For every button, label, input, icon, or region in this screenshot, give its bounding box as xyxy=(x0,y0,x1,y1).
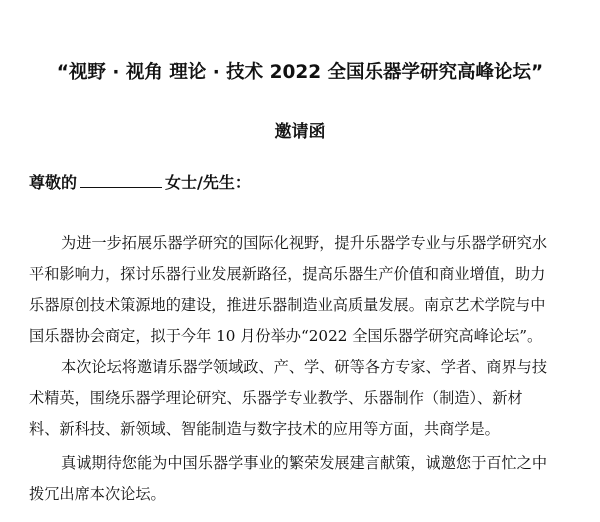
document-subtitle: 邀请函 xyxy=(274,122,326,142)
body-line: 拨冗出席本次论坛。 xyxy=(29,485,166,503)
salutation-suffix: 女士/先生： xyxy=(165,173,251,192)
salutation-prefix: 尊敬的 xyxy=(29,173,78,192)
body-line: 真诚期待您能为中国乐器学事业的繁荣发展建言献策，诚邀您于百忙之中 xyxy=(61,454,547,472)
body-line: 平和影响力，探讨乐器行业发展新路径，提高乐器生产价值和商业增值，助力 xyxy=(29,265,546,283)
body-line: 本次论坛将邀请乐器学领域政、产、学、研等各方专家、学者、商界与技 xyxy=(61,358,547,376)
body-line: 为进一步拓展乐器学研究的国际化视野，提升乐器学专业与乐器学研究水 xyxy=(61,234,547,252)
document-title: “视野 · 视角 理论 · 技术 2022 全国乐器学研究高峰论坛” xyxy=(56,62,544,83)
body-line: 料、新科技、新领域、智能制造与数字技术的应用等方面，共商学是。 xyxy=(29,420,500,438)
body-line: 术精英，围绕乐器学理论研究、乐器学专业教学、乐器制作（制造）、新材 xyxy=(29,389,523,407)
body-line: 乐器原创技术策源地的建设，推进乐器制造业高质量发展。南京艺术学院与中 xyxy=(29,296,546,314)
body-line: 国乐器协会商定，拟于今年 10 月份举办“2022 全国乐器学研究高峰论坛”。 xyxy=(29,327,543,345)
name-blank-line xyxy=(80,172,162,188)
salutation xyxy=(29,170,251,193)
